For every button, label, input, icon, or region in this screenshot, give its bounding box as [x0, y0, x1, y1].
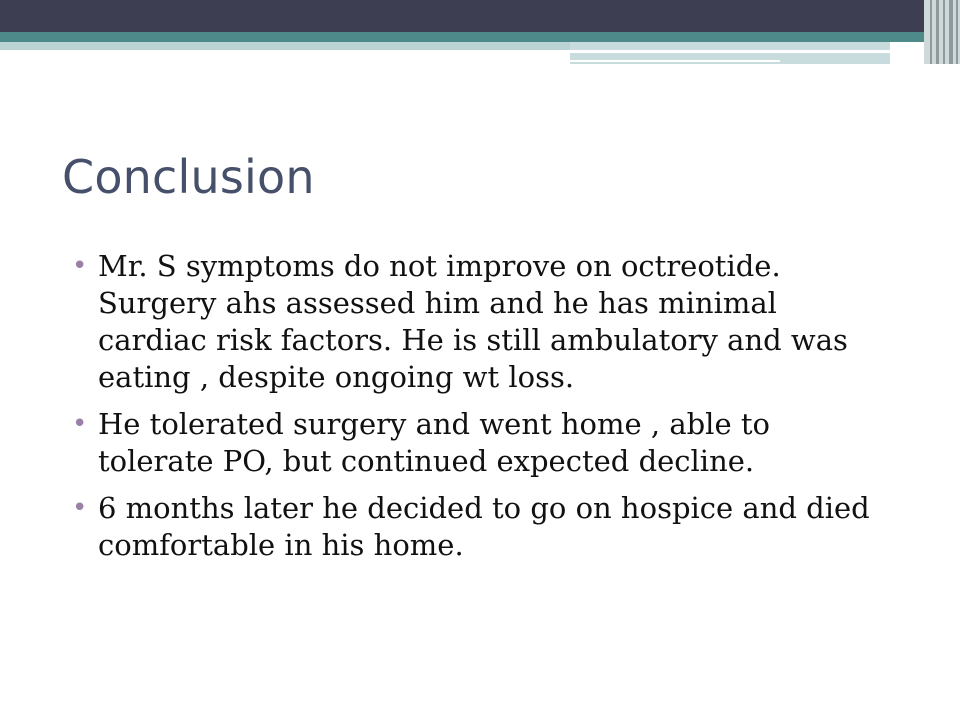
header-band-dark — [0, 0, 960, 32]
header-divider-line-short — [570, 60, 780, 62]
corner-stripe — [956, 0, 958, 64]
bullet-text: 6 months later he decided to go on hospice and died comfortable in his home. — [98, 491, 870, 562]
bullet-item — [70, 490, 890, 564]
header-band-teal — [0, 32, 960, 42]
bullet-item — [70, 406, 890, 480]
corner-stripe — [930, 0, 932, 64]
corner-stripe — [943, 0, 945, 64]
bullet-text: Mr. S symptoms do not improve on octreotide. Surgery ahs assessed him and he has minimal cardiac risk factors. He is still ambulatory and was eating , despite ongoing wt loss. — [98, 249, 848, 394]
bullet-text: He tolerated surgery and went home , able to tolerate PO, but continued expected decline. — [98, 407, 770, 478]
header-divider-line — [570, 50, 890, 53]
bullet-item — [70, 248, 890, 396]
header-band-light — [0, 42, 570, 50]
bullet-list — [70, 248, 890, 574]
header-corner-ornament — [924, 0, 960, 64]
bullet-dot-icon: • — [72, 409, 88, 439]
bullet-dot-icon: • — [72, 493, 88, 523]
bullet-dot-icon: • — [72, 251, 88, 281]
corner-stripe — [936, 0, 939, 64]
slide-title: Conclusion — [62, 150, 315, 204]
corner-stripe — [949, 0, 953, 64]
